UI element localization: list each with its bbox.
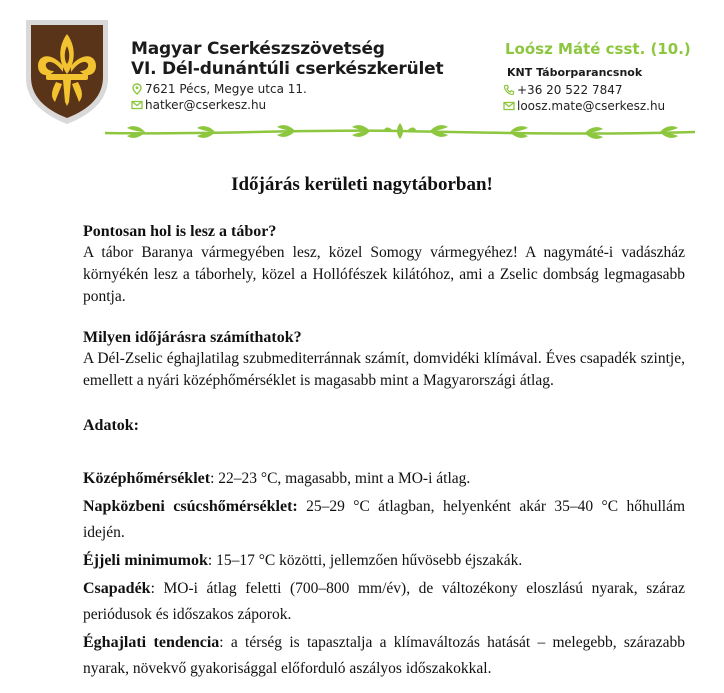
data-item-label: Éghajlati tendencia (83, 634, 220, 651)
location-pin-icon (131, 83, 143, 95)
data-item-text: a térség is tapasztalja a klímaváltozás hatását – melegebb, szárazabb nyarak, növekvő gyakorisággal előforduló aszályos időszakokkal. (83, 634, 685, 677)
data-item-climate-trend: Éghajlati tendencia: a térség is tapasztalja a klímaváltozás hatását – melegebb, szárazabb nyarak, növekvő gyakorisággal előforduló aszályos időszakokkal. (83, 634, 685, 677)
document-title: Időjárás kerületi nagytáborban! (231, 174, 493, 195)
data-heading: Adatok: (83, 417, 140, 434)
address-line (131, 81, 443, 97)
district-name: VI. Dél-dunántúli cserkészkerület (131, 59, 444, 79)
answer-location: A tábor Baranya vármegyében lesz, közel Somogy vármegyéhez! A nagymáté-i vadászház környékén lesz a táborhely, közel a Hollófészek kilátóhoz, ami a Zselic dombság legmagasabb pontja. (83, 244, 685, 305)
person-role: KNT Táborparancsnok (507, 66, 643, 79)
phone-icon (503, 84, 515, 96)
data-item-night-min: Éjjeli minimumok: 15–17 °C közötti, jellemzően hűvösebb éjszakák. (83, 552, 523, 569)
person-email-line (503, 98, 691, 114)
laurel-divider (105, 119, 695, 145)
answer-weather: A Dél-Zselic éghajlatilag szubmediterránnak számít, domvidéki klímával. Éves csapadék szintje, emellett a nyári középhőmérséklet is magasabb mint a Magyarországi átlag. (83, 350, 685, 389)
question-weather: Milyen időjárásra számíthatok? (83, 329, 302, 346)
document-body (83, 222, 685, 684)
phone-line (503, 82, 691, 98)
question-location: Pontosan hol is lesz a tábor? (83, 223, 277, 240)
email-link[interactable]: hatker@cserkesz.hu (145, 98, 267, 112)
data-item-avg-temp: Középhőmérséklet: 22–23 °C, magasabb, mint a MO-i átlag. (83, 470, 471, 487)
address-text: 7621 Pécs, Megye utca 11. (145, 82, 307, 96)
data-item-peak-temp (83, 494, 685, 546)
phone-text[interactable]: +36 20 522 7847 (517, 83, 623, 97)
data-item-label: Csapadék (83, 580, 151, 597)
data-item-precipitation: Csapadék: MO-i átlag feletti (700–800 mm/év), de változékony eloszlású nyarak, száraz periódusok és időszakos záporok. (83, 580, 685, 623)
scout-logo (22, 16, 112, 126)
mail-icon (131, 100, 143, 110)
contact-person-info (503, 39, 691, 114)
data-item-text: MO-i átlag feletti (700–800 mm/év), de változékony eloszlású nyarak, száraz periódusok és időszakos záporok. (83, 580, 685, 623)
organization-info (131, 39, 443, 113)
email-line (131, 97, 443, 113)
data-item-label: Napközbeni csúcshőmérséklet: (83, 498, 298, 515)
data-item-text: 25–29 °C átlagban, helyenként akár 35–40 °C hőhullám idején. (83, 498, 686, 541)
data-item-label: Középhőmérséklet (83, 470, 211, 487)
person-email-link[interactable]: loosz.mate@cserkesz.hu (517, 99, 666, 113)
data-item-text: 22–23 °C, magasabb, mint a MO-i átlag. (214, 470, 471, 487)
data-item-text: 15–17 °C közötti, jellemzően hűvösebb éjszakák. (212, 552, 523, 569)
mail-icon (503, 101, 515, 111)
organization-name: Magyar Cserkészszövetség (131, 39, 385, 59)
data-item-label: Éjjeli minimumok (83, 552, 208, 569)
person-name: Loósz Máté csst. (10.) (505, 40, 691, 58)
